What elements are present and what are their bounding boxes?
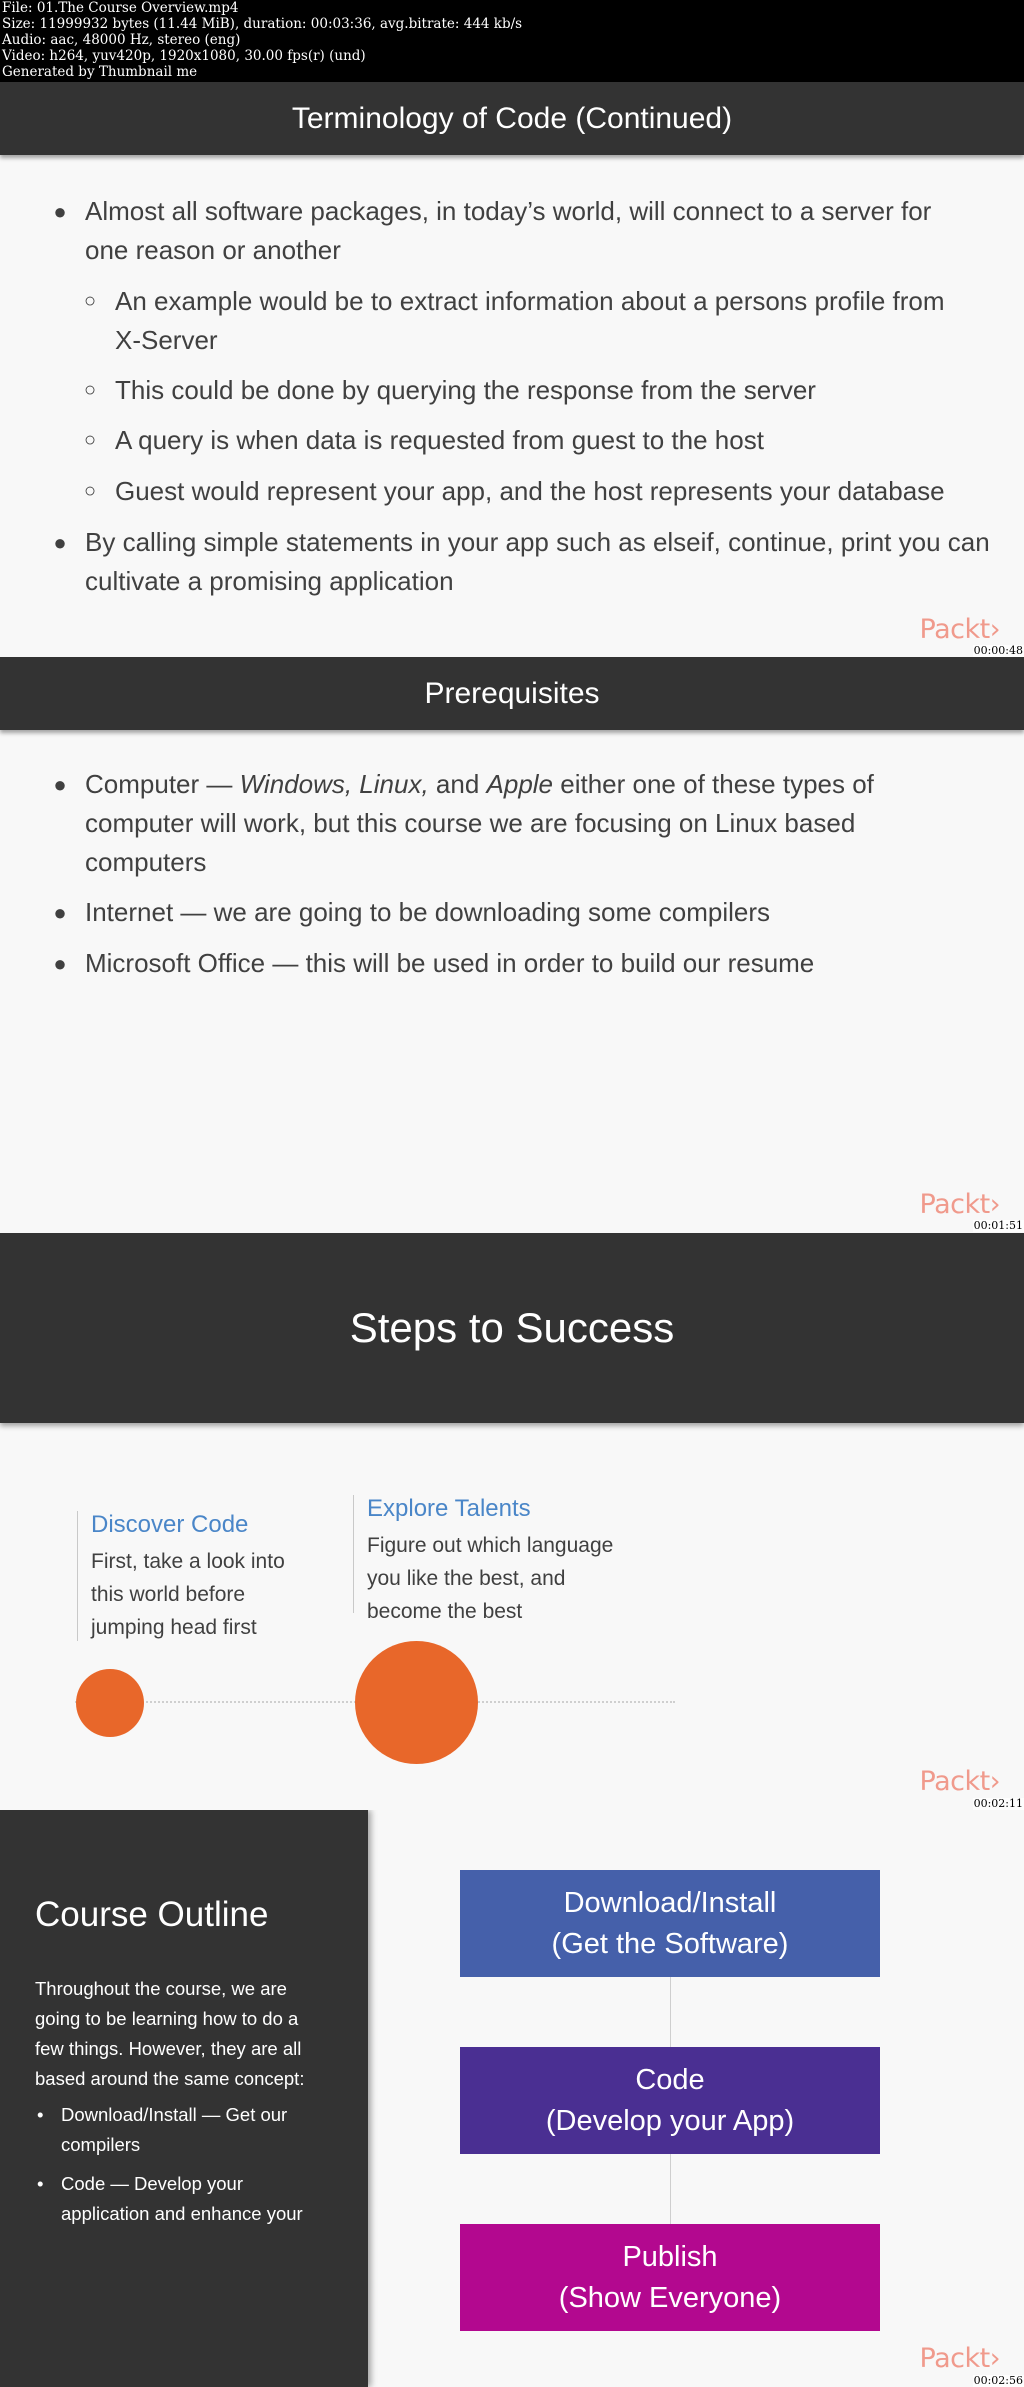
meta-video-line: Video: h264, yuv420p, 1920x1080, 30.00 fps(r) (und) <box>2 48 366 64</box>
bullet-line <box>85 765 985 804</box>
step-title: Discover Code <box>91 1511 249 1538</box>
text: either one of these types of <box>553 769 874 799</box>
meta-generator-line: Generated by Thumbnail me <box>2 64 198 80</box>
slide-course-outline <box>0 1810 1024 2387</box>
timestamp: 00:02:56 <box>973 2374 1023 2387</box>
slide-steps-to-success <box>0 1233 1024 1810</box>
step-divider <box>77 1511 78 1641</box>
milestone-circle-small <box>76 1669 144 1737</box>
flow-connector <box>670 1977 671 2047</box>
text-italic: Windows, Linux, <box>239 769 429 799</box>
text-line: going to be learning how to do a <box>35 2008 299 2029</box>
text-line: application and enhance your <box>61 2203 303 2224</box>
text-italic: Apple <box>486 769 554 799</box>
timestamp: 00:02:11 <box>973 1797 1023 1810</box>
bullet-dot-icon: • <box>37 2104 44 2125</box>
meta-size-line: Size: 11999932 bytes (11.44 MiB), duration: 00:03:36, avg.bitrate: 444 kb/s <box>2 16 523 32</box>
text-line: Figure out which language <box>367 1534 614 1557</box>
slide-terminology <box>0 82 1024 657</box>
bullet-line: computers <box>85 847 207 877</box>
slide-title: Course Outline <box>35 1895 269 1934</box>
slide-title: Prerequisites <box>0 657 1024 730</box>
bullet-item <box>53 893 985 932</box>
bullet-line: Almost all software packages, in today’s world, will connect to a server for <box>85 196 932 226</box>
text-line: you like the best, and <box>367 1567 566 1590</box>
step-title: Explore Talents <box>367 1495 531 1522</box>
text-line: Throughout the course, we are <box>35 1978 287 1999</box>
sub-bullet-item <box>83 421 995 460</box>
flow-box-code <box>460 2047 880 2154</box>
slide-prerequisites <box>0 657 1024 1233</box>
text-line: few things. However, they are all <box>35 2038 302 2059</box>
box-line: Download/Install <box>563 1886 777 1919</box>
packt-logo: Packt› <box>919 2343 1000 2374</box>
flow-box-publish <box>460 2224 880 2331</box>
flow-box-download <box>460 1870 880 1977</box>
bullet-line: Microsoft Office — this will be used in order to build our resume <box>85 948 815 978</box>
outline-panel <box>0 1810 368 2387</box>
list-item <box>35 2100 345 2160</box>
slide-title: Steps to Success <box>0 1233 1024 1423</box>
text: Computer — <box>85 769 240 799</box>
bullet-line: computer will work, but this course we are focusing on Linux based <box>85 808 856 838</box>
bullet-dot-icon: ● <box>53 530 67 555</box>
sub-bullet-item <box>83 282 995 360</box>
bullet-item <box>53 523 995 601</box>
text-line: become the best <box>367 1600 523 1623</box>
text-line: First, take a look into <box>91 1550 285 1573</box>
packt-logo: Packt› <box>919 614 1000 645</box>
bullet-line: Guest would represent your app, and the host represents your database <box>115 476 945 506</box>
timestamp: 00:00:48 <box>973 644 1023 657</box>
bullet-item <box>53 765 985 882</box>
bullet-item <box>53 192 985 270</box>
packt-logo: Packt› <box>919 1766 1000 1797</box>
timestamp: 00:01:51 <box>973 1219 1023 1232</box>
sub-bullet-item <box>83 472 995 511</box>
box-line: (Develop your App) <box>545 2104 795 2137</box>
bullet-line: An example would be to extract information about a persons profile from <box>115 286 945 316</box>
list-item <box>35 2169 345 2229</box>
text-line: this world before <box>91 1583 246 1606</box>
bullet-dot-icon: ● <box>53 951 67 976</box>
packt-logo: Packt› <box>919 1189 1000 1220</box>
step-description <box>91 1545 321 1644</box>
bullet-line: Internet — we are going to be downloading some compilers <box>85 897 771 927</box>
bullet-line: one reason or another <box>85 235 341 265</box>
bullet-dot-icon: ● <box>53 772 67 797</box>
text-line: Download/Install — Get our <box>61 2104 288 2125</box>
step-description <box>367 1529 647 1628</box>
text-line: compilers <box>61 2134 141 2155</box>
text: and <box>428 769 487 799</box>
bullet-line: A query is when data is requested from guest to the host <box>115 425 764 455</box>
meta-audio-line: Audio: aac, 48000 Hz, stereo (eng) <box>2 32 241 48</box>
slide-title: Terminology of Code (Continued) <box>0 82 1024 155</box>
text-line: jumping head first <box>91 1616 257 1639</box>
bullet-line: By calling simple statements in your app such as elseif, continue, print you can <box>85 527 990 557</box>
video-metadata <box>0 0 1024 82</box>
bullet-circle-icon: ○ <box>83 429 97 451</box>
bullet-line: X-Server <box>115 325 218 355</box>
bullet-circle-icon: ○ <box>83 290 97 312</box>
bullet-circle-icon: ○ <box>83 480 97 502</box>
text-line: based around the same concept: <box>35 2068 305 2089</box>
bullet-dot-icon: ● <box>53 199 67 224</box>
bullet-line: cultivate a promising application <box>85 566 454 596</box>
box-line: Code <box>635 2063 705 2096</box>
bullet-item <box>53 944 985 983</box>
bullet-dot-icon: ● <box>53 900 67 925</box>
bullet-dot-icon: • <box>37 2173 44 2194</box>
box-line: Publish <box>622 2240 718 2273</box>
box-line: (Get the Software) <box>551 1927 789 1960</box>
milestone-circle-large <box>355 1641 478 1764</box>
sub-bullet-item <box>83 371 995 410</box>
outline-intro <box>35 1974 335 2094</box>
text-line: Code — Develop your <box>61 2173 244 2194</box>
box-line: (Show Everyone) <box>558 2281 782 2314</box>
meta-file-line: File: 01.The Course Overview.mp4 <box>2 0 239 16</box>
outline-list <box>35 2100 345 2238</box>
step-divider <box>353 1495 354 1613</box>
flow-connector <box>670 2154 671 2224</box>
bullet-circle-icon: ○ <box>83 379 97 401</box>
bullet-line: This could be done by querying the response from the server <box>115 375 816 405</box>
